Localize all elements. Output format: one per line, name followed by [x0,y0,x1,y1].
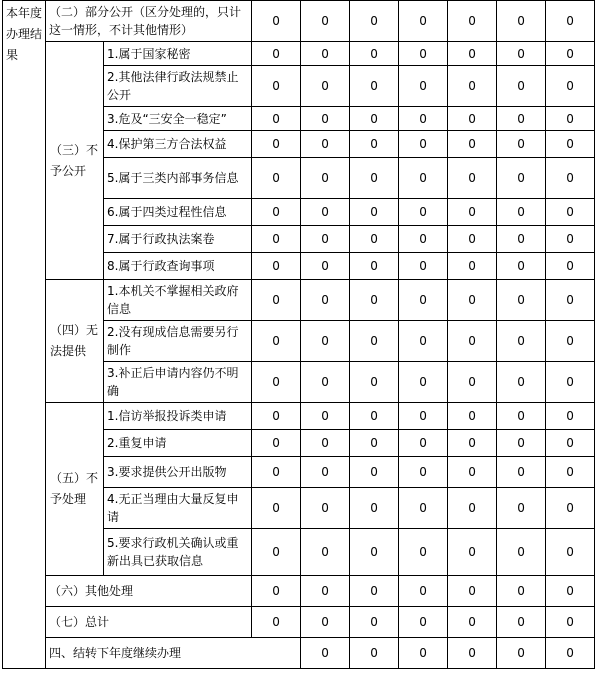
table-cell: 0 [546,131,595,158]
table-cell: 0 [252,488,301,529]
table-cell: 0 [399,199,448,226]
table-cell: 0 [252,42,301,66]
table-cell: 0 [301,430,350,457]
table-cell: 0 [546,253,595,280]
table-cell: 0 [497,158,546,199]
section-label: 本年度办理结果 [3,1,46,669]
government-info-disclosure-table [2,0,595,669]
table-row [3,280,595,321]
item-label: 4.保护第三方合法权益 [104,131,252,158]
table-cell: 0 [252,107,301,131]
table-cell: 0 [252,253,301,280]
table-cell: 0 [448,158,497,199]
table-cell: 0 [448,253,497,280]
table-cell: 0 [399,226,448,253]
table-cell: 0 [350,131,399,158]
table-cell: 0 [399,131,448,158]
table-cell: 0 [497,253,546,280]
table-cell: 0 [350,529,399,576]
table-cell: 0 [301,321,350,362]
table-cell: 0 [448,529,497,576]
table-cell: 0 [448,42,497,66]
table-cell: 0 [350,321,399,362]
table-cell: 0 [448,131,497,158]
table-cell: 0 [448,362,497,403]
table-cell: 0 [350,226,399,253]
table-row [3,42,595,66]
table-cell: 0 [252,607,301,638]
table-cell: 0 [350,607,399,638]
table-cell: 0 [399,403,448,430]
table-cell: 0 [497,1,546,42]
table-cell: 0 [448,488,497,529]
table-cell: 0 [546,362,595,403]
table-cell: 0 [350,1,399,42]
table-cell: 0 [350,362,399,403]
table-cell: 0 [301,107,350,131]
table-cell: 0 [399,1,448,42]
table-cell: 0 [497,321,546,362]
table-cell: 0 [399,362,448,403]
row-label: （六）其他处理 [46,576,252,607]
item-label: 2.其他法律行政法规禁止公开 [104,66,252,107]
table-cell: 0 [350,576,399,607]
table-row [3,638,595,669]
table-cell: 0 [448,576,497,607]
table-cell: 0 [350,107,399,131]
group-label: （三）不予公开 [46,42,104,280]
item-label: 1.信访举报投诉类申请 [104,403,252,430]
table-cell: 0 [497,607,546,638]
table-cell: 0 [546,457,595,488]
table-cell: 0 [399,321,448,362]
table-cell: 0 [448,107,497,131]
table-cell: 0 [399,158,448,199]
table-cell: 0 [546,430,595,457]
table-cell: 0 [546,403,595,430]
table-cell: 0 [252,199,301,226]
table-cell: 0 [399,430,448,457]
table-cell: 0 [399,488,448,529]
table-cell: 0 [497,107,546,131]
row-label: （二）部分公开（区分处理的，只计这一情形，不计其他情形） [46,1,252,42]
row-label: （七）总计 [46,607,252,638]
table-cell: 0 [497,66,546,107]
table-cell: 0 [301,280,350,321]
table-cell: 0 [497,226,546,253]
table-cell: 0 [448,66,497,107]
table-cell: 0 [546,66,595,107]
table-cell: 0 [252,158,301,199]
table-cell: 0 [497,403,546,430]
item-label: 3.补正后申请内容仍不明确 [104,362,252,403]
table-cell: 0 [497,199,546,226]
table-cell: 0 [546,1,595,42]
table-cell: 0 [301,529,350,576]
item-label: 3.危及“三安全一稳定” [104,107,252,131]
table-cell: 0 [448,1,497,42]
table-cell: 0 [546,638,595,669]
table-cell: 0 [448,226,497,253]
table-cell: 0 [252,362,301,403]
table-cell: 0 [301,158,350,199]
table-cell: 0 [301,403,350,430]
table-cell: 0 [350,430,399,457]
table-cell: 0 [399,42,448,66]
table-cell: 0 [497,131,546,158]
table-cell: 0 [399,607,448,638]
table-cell: 0 [301,1,350,42]
table-cell: 0 [301,638,350,669]
group-label: （四）无法提供 [46,280,104,403]
table-cell: 0 [497,430,546,457]
table-cell: 0 [399,253,448,280]
table-cell: 0 [252,66,301,107]
table-cell: 0 [301,457,350,488]
table-cell: 0 [350,253,399,280]
item-label: 1.属于国家秘密 [104,42,252,66]
item-label: 6.属于四类过程性信息 [104,199,252,226]
table-cell: 0 [546,488,595,529]
group-label: （五）不予处理 [46,403,104,576]
table-cell: 0 [399,457,448,488]
table-cell: 0 [448,457,497,488]
table-cell: 0 [252,280,301,321]
item-label: 5.要求行政机关确认或重新出具已获取信息 [104,529,252,576]
table-cell: 0 [546,529,595,576]
table-cell: 0 [252,403,301,430]
table-cell: 0 [252,576,301,607]
table-cell: 0 [252,131,301,158]
item-label: 1.本机关不掌握相关政府信息 [104,280,252,321]
table-cell: 0 [546,158,595,199]
table-cell: 0 [546,607,595,638]
table-cell: 0 [399,529,448,576]
table-cell: 0 [252,529,301,576]
item-label: 4.无正当理由大量反复申请 [104,488,252,529]
table-cell: 0 [301,576,350,607]
item-label: 7.属于行政执法案卷 [104,226,252,253]
table-cell: 0 [301,607,350,638]
table-row [3,1,595,42]
table-cell: 0 [497,42,546,66]
item-label: 2.重复申请 [104,430,252,457]
table-cell: 0 [350,638,399,669]
table-cell: 0 [497,457,546,488]
table-cell: 0 [252,321,301,362]
table-cell: 0 [399,576,448,607]
table-cell: 0 [448,199,497,226]
table-cell: 0 [252,457,301,488]
table-cell: 0 [448,321,497,362]
table-cell: 0 [448,430,497,457]
table-cell: 0 [301,199,350,226]
table-cell: 0 [350,158,399,199]
table-cell: 0 [546,226,595,253]
table-cell: 0 [546,321,595,362]
table-cell: 0 [301,226,350,253]
table-cell: 0 [350,66,399,107]
row-label: 四、结转下年度继续办理 [46,638,301,669]
table-cell: 0 [448,280,497,321]
table-row [3,576,595,607]
table-cell: 0 [448,607,497,638]
table-cell: 0 [350,42,399,66]
table-cell: 0 [252,226,301,253]
table-cell: 0 [546,576,595,607]
table-cell: 0 [497,488,546,529]
item-label: 2.没有现成信息需要另行制作 [104,321,252,362]
table-cell: 0 [350,280,399,321]
item-label: 5.属于三类内部事务信息 [104,158,252,199]
table-cell: 0 [350,199,399,226]
table-cell: 0 [546,199,595,226]
table-cell: 0 [252,430,301,457]
table-cell: 0 [546,280,595,321]
table-cell: 0 [301,66,350,107]
table-cell: 0 [350,457,399,488]
table-cell: 0 [399,280,448,321]
table-cell: 0 [399,66,448,107]
table-cell: 0 [546,107,595,131]
table-cell: 0 [350,403,399,430]
table-cell: 0 [301,42,350,66]
table-cell: 0 [252,1,301,42]
table-row [3,607,595,638]
table-cell: 0 [448,403,497,430]
table-cell: 0 [350,488,399,529]
table-cell: 0 [399,638,448,669]
table-cell: 0 [448,638,497,669]
table-cell: 0 [497,576,546,607]
table-cell: 0 [301,131,350,158]
table-row [3,403,595,430]
table-cell: 0 [497,529,546,576]
table-cell: 0 [301,253,350,280]
table-cell: 0 [301,488,350,529]
item-label: 3.要求提供公开出版物 [104,457,252,488]
table-cell: 0 [497,362,546,403]
table-cell: 0 [497,280,546,321]
table-cell: 0 [497,638,546,669]
item-label: 8.属于行政查询事项 [104,253,252,280]
table-cell: 0 [301,362,350,403]
table-cell: 0 [399,107,448,131]
table-cell: 0 [546,42,595,66]
